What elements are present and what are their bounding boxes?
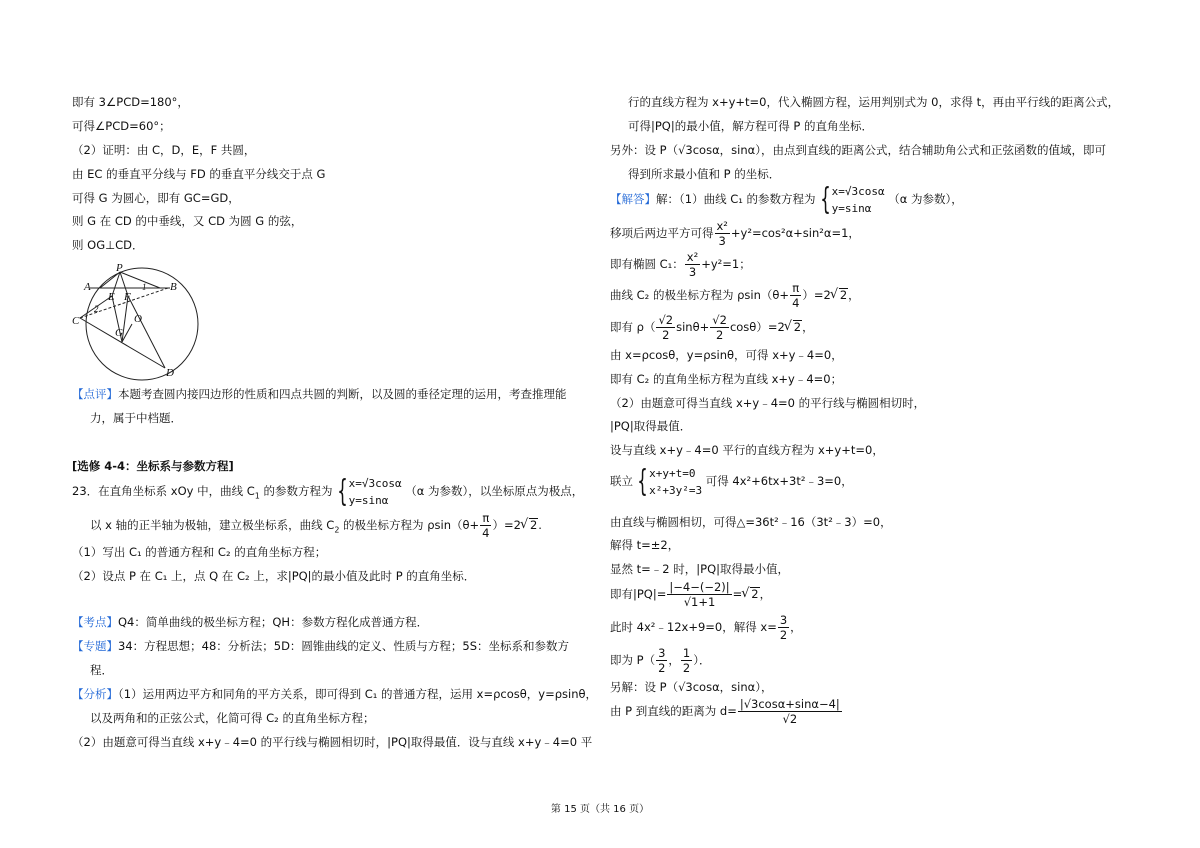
text-line: 可得|PQ|的最小值，解方程可得 P 的直角坐标．: [628, 119, 873, 133]
answer-line: 即为 P（ $\frac{3}{2}$ ， $\frac{1}{2}$ ）．: [610, 646, 711, 675]
text-line: 可得 G 为圆心，即有 GC=GD，: [72, 191, 240, 205]
text-line: 由 x=ρcosθ，y=ρsinθ，可得 x+y﹣4=0，: [610, 348, 843, 362]
answer-line: 【解答】解：（1）曲线 C₁ 的参数方程为 { x=√3cosα y=sinα （α 为参数），: [610, 181, 963, 217]
fraction: $\frac{\text{x²}}{3}$: [686, 250, 699, 279]
text-line: 则 G 在 CD 的中垂线，又 CD 为圆 G 的弦，: [72, 214, 303, 228]
answer-line: 曲线 C₂ 的极坐标方程为 ρsin（θ+ $\frac{\pi}{4}$ ）=2√ 2，: [610, 280, 860, 310]
answer-line: 此时 4x²﹣12x+9=0，解得 x= $\frac{3}{2}$ ，: [610, 613, 802, 642]
text-line: （2）由题意可得当直线 x+y﹣4=0 的平行线与椭圆相切时，: [610, 396, 926, 410]
text-line: 程．: [90, 663, 113, 677]
sqrt: √ 2: [529, 518, 538, 532]
sqrt: √ 2: [839, 288, 848, 302]
answer-line: 移项后两边平方可得 $\frac{\text{x²}}{3}$ +y²=cos²α+sin²α=1，: [610, 219, 860, 248]
kaodian-line: 【考点】Q4：简单曲线的极坐标方程；QH：参数方程化成普通方程．: [72, 615, 429, 629]
text-line: 可得∠PCD=60°；: [72, 119, 171, 133]
zhuanti-line: 【专题】34：方程思想；48：分析法；5D：圆锥曲线的定义、性质与方程；5S：坐标系和参数方: [72, 639, 570, 653]
fraction: $\frac{1}{2}$: [682, 646, 691, 675]
kaodian-tag: 【考点】: [72, 615, 118, 629]
sqrt: √ 2: [750, 587, 759, 601]
section-title: [选修 4-4：坐标系与参数方程]: [72, 459, 234, 473]
system-equations: { x+y+t=0 x²+3y²=3: [637, 463, 703, 499]
point-label-g: G: [115, 327, 123, 339]
point-label-c: C: [72, 315, 80, 327]
text-line: （2）设点 P 在 C₁ 上，点 Q 在 C₂ 上，求|PQ|的最小值及此时 P 的直角坐标．: [72, 569, 476, 583]
fenxi-line: 【分析】（1）运用两边平方和同角的平方关系，即可得到 C₁ 的普通方程，运用 x=ρcosθ，y=ρsinθ，: [72, 687, 598, 701]
comment-line: 力，属于中档题．: [90, 411, 182, 425]
page-footer: 第 15 页（共 16 页）: [550, 804, 650, 815]
text-line: （2）证明：由 C，D，E，F 共圆，: [72, 143, 256, 157]
question-line: 23．在直角坐标系 xOy 中，曲线 $C_1$ 的参数方程为 { x=√3cosα y=sinα （α 为参数），以坐标原点为极点，: [72, 473, 584, 509]
text-line: （2）由题意可得当直线 x+y﹣4=0 的平行线与椭圆相切时，|PQ|取得最值．设与直线 x+y﹣4=0 平: [72, 735, 593, 749]
fraction: $\frac{\text{x²}}{3}$: [716, 219, 728, 248]
point-label-e: E: [108, 291, 115, 303]
fraction: $\frac{\pi}{4}$: [792, 281, 800, 310]
text-line: 另外：设 P（√3cosα，sinα），由点到直线的距离公式，结合辅助角公式和正弦函数的值域，即可: [610, 143, 1106, 157]
text-line: 显然 t=﹣2 时，|PQ|取得最小值，: [610, 562, 790, 576]
text-line: 设与直线 x+y﹣4=0 平行的直线方程为 x+y+t=0，: [610, 443, 884, 457]
text-line: 另解：设 P（√3cosα，sinα），: [610, 680, 773, 694]
point-label-f: F: [124, 291, 131, 303]
fraction: $\frac{√2}{2}$: [658, 313, 674, 342]
geometry-figure: [70, 262, 220, 382]
point-label-p: P: [116, 262, 123, 274]
text-line: （1）写出 C₁ 的普通方程和 C₂ 的直角坐标方程；: [72, 545, 327, 559]
fraction: $\frac{3}{2}$: [779, 613, 788, 642]
param-equations: { x=√3cosα y=sinα: [819, 181, 885, 217]
comment-line: 【点评】本题考查圆内接四边形的性质和四点共圆的判断，以及圆的垂径定理的运用，考查推理能: [72, 387, 567, 401]
zhuanti-tag: 【专题】: [72, 639, 118, 653]
text-line: 由直线与椭圆相切，可得△=36t²﹣16（3t²﹣3）=0，: [610, 515, 892, 529]
segment-pb: [120, 272, 160, 288]
question-line: 以 x 轴的正半轴为极轴，建立极坐标系，曲线 $C_2$ 的极坐标方程为 ρsin（θ+ $\frac{\pi}{4}$ ）=2√ 2.: [90, 510, 542, 540]
left-column: [72, 0, 602, 800]
text-line: 解得 t=±2，: [610, 538, 680, 552]
point-label-d: D: [166, 367, 174, 379]
text-line: 即有 C₂ 的直角坐标方程为直线 x+y﹣4=0；: [610, 372, 843, 386]
answer-line: 联立 { x+y+t=0 x²+3y²=3 可得 4x²+6tx+3t²﹣3=0，: [610, 463, 853, 499]
text-line: 由 EC 的垂直平分线与 FD 的垂直平分线交于点 G: [72, 167, 326, 181]
comment-tag: 【点评】: [72, 387, 118, 401]
answer-line: 即有椭圆 C₁： $\frac{\text{x²}}{3}$ +y²=1；: [610, 250, 751, 279]
text-line: 即有 3∠PCD=180°，: [72, 95, 189, 109]
fenxi-tag: 【分析】: [72, 687, 118, 701]
answer-line: 由 P 到直线的距离为 d= $\frac{|√3\cos\alpha+\sin\alpha-4|}{√2}$: [610, 697, 840, 726]
point-label-o: O: [134, 313, 142, 325]
fraction: $\frac{|-4-(-2)|}{√1+1}$: [669, 580, 730, 609]
param-equations: { x=√3cosα y=sinα: [336, 473, 402, 509]
right-column: [610, 0, 1140, 800]
point-label-b: B: [170, 281, 177, 293]
fraction: $\frac{3}{2}$: [658, 646, 666, 675]
text-line: 行的直线方程为 x+y+t=0，代入椭圆方程，运用判别式为 0，求得 t，再由平行线的距离公式，: [628, 95, 1120, 109]
angle-label-2: 2: [94, 304, 99, 314]
answer-line: 即有 ρ（ $\frac{√2}{2}$ sinθ+ $\frac{√2}{2}$ cosθ）=2√ 2，: [610, 312, 814, 342]
text-line: |PQ|取得最值．: [610, 419, 692, 433]
fraction: $\frac{\pi}{4}$: [482, 511, 490, 540]
angle-label-1: 1: [142, 282, 147, 292]
jieda-tag: 【解答】: [610, 192, 656, 206]
fraction: $\frac{|√3\cos\alpha+\sin\alpha-4|}{√2}$: [739, 697, 840, 726]
point-label-a: A: [84, 281, 91, 293]
text-line: 以及两角和的正弦公式，化简可得 C₂ 的直角坐标方程；: [90, 711, 375, 725]
text-line: 得到所求最小值和 P 的坐标．: [628, 167, 781, 181]
text-line: 则 OG⊥CD．: [72, 238, 144, 252]
fraction: $\frac{√2}{2}$: [712, 313, 727, 342]
answer-line: 即有|PQ|= $\frac{|-4-(-2)|}{√1+1}$ =√ 2，: [610, 579, 771, 609]
sqrt: √ 2: [793, 320, 802, 334]
